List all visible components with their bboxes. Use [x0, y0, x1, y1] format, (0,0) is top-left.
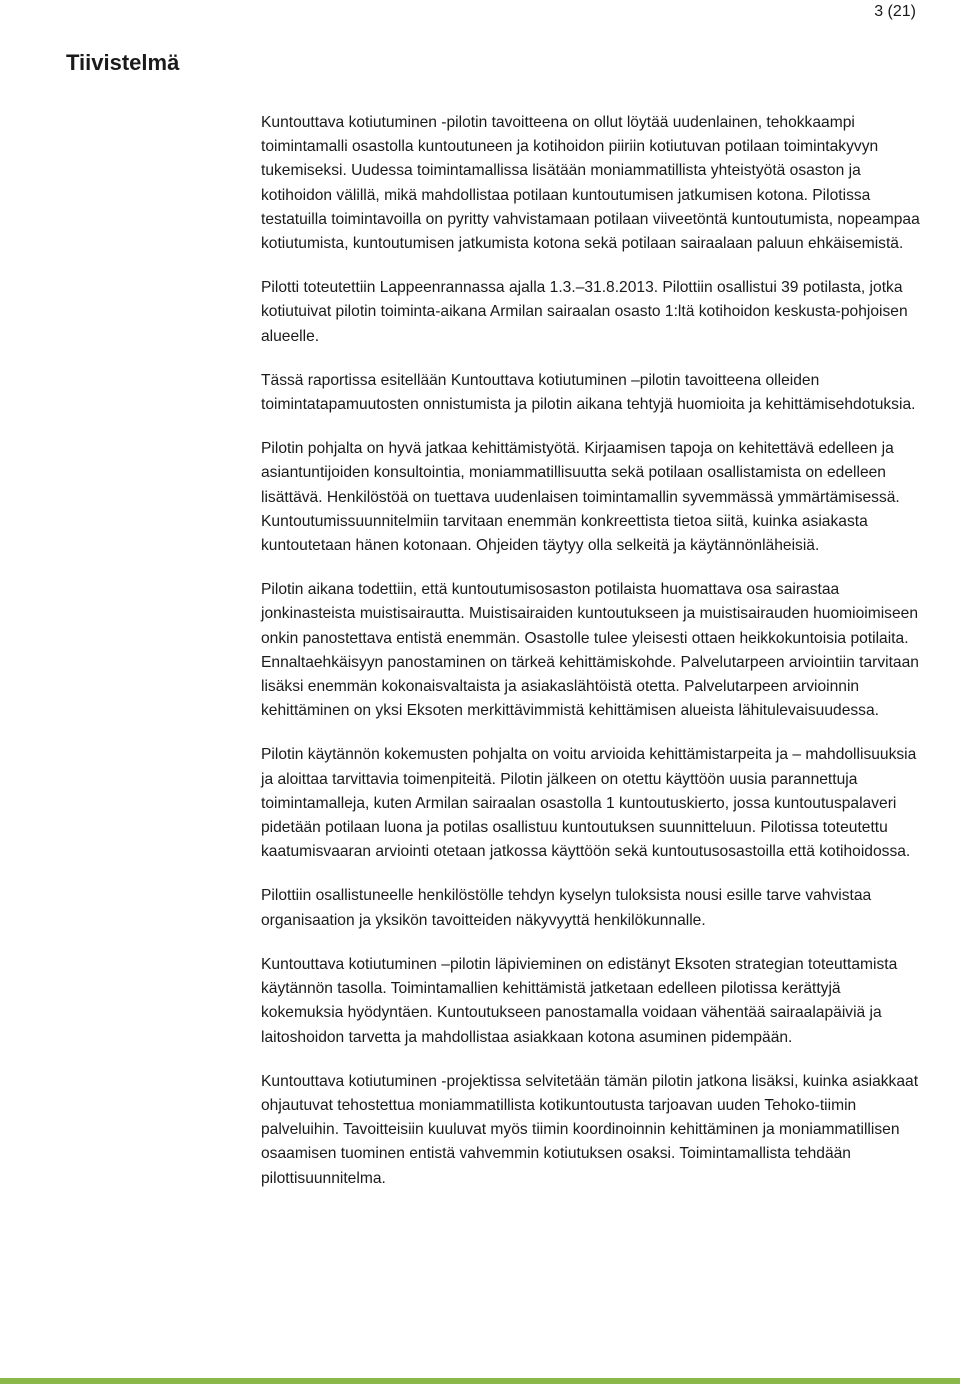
footer-rule	[0, 1378, 960, 1384]
paragraph-8: Kuntouttava kotiutuminen –pilotin läpivieminen on edistänyt Eksoten strategian toteuttamista käytännön tasolla. Toimintamallien kehittämistä jatketaan edelleen pilotissa kerättyjä kokemuksia hyödyntäen. Kuntoutukseen panostamalla voidaan vähentää sairaalapäiviä ja laitoshoidon tarvetta ja mahdollistaa asiakkaan kotona asuminen pidempään.	[261, 955, 898, 1046]
page-number: 3 (21)	[874, 3, 916, 20]
paragraph-7: Pilottiin osallistuneelle henkilöstölle tehdyn kyselyn tuloksista nousi esille tarve vahvistaa organisaation ja yksikön tavoitteiden näkyvyyttä henkilökunnalle.	[261, 887, 872, 929]
page-title: Tiivistelmä	[66, 50, 180, 75]
paragraph-4: Pilotin pohjalta on hyvä jatkaa kehittämistyötä. Kirjaamisen tapoja on kehitettävä edelleen ja asiantuntijoiden konsultointia, moniammatillisuutta sekä potilaan osallistamista on edelleen lisättävä. Henkilöstöä on tuettava uudenlaisen toimintamallin syvemmässä ymmärtämisessä. Kuntoutumissuunnitelmiin tarvitaan enemmän konkreettista tietoa siitä, kuinka asiakasta kuntoutetaan hänen kotonaan. Ohjeiden täytyy olla selkeitä ja käytännönläheisiä.	[261, 440, 900, 555]
paragraph-9: Kuntouttava kotiutuminen -projektissa selvitetään tämän pilotin jatkona lisäksi, kuinka asiakkaat ohjautuvat tehostettua moniammatillista kotikuntoutusta tarjoavan uuden Tehoko-tiimin palveluihin. Tavoitteisiin kuuluvat myös tiimin koordinoinnin kehittäminen ja moniammatillisen osaamisen tuominen entistä vahvemmin kotiutuksen osaksi. Toimintamallista tehdään pilottisuunnitelma.	[261, 1072, 919, 1187]
paragraph-5: Pilotin aikana todettiin, että kuntoutumisosaston potilaista huomattava osa sairastaa jonkinasteista muistisairautta. Muistisairaiden kuntoutukseen ja muistisairauden huomioimiseen onkin panostettava entistä enemmän. Osastolle tulee yleisesti ottaen heikkokuntoisia potilaita. Ennaltaehkäisyyn panostaminen on tärkeä kehittämiskohde. Palvelutarpeen arviointiin tarvitaan lisäksi enemmän kokonaisvaltaista ja asiakaslähtöistä otetta. Palvelutarpeen arvioinnin kehittäminen on yksi Eksoten merkittävimmistä kehittämisen alueista lähitulevaisuudessa.	[261, 581, 919, 720]
abstract-body	[261, 111, 921, 1211]
paragraph-6: Pilotin käytännön kokemusten pohjalta on voitu arvioida kehittämistarpeita ja – mahdollisuuksia ja aloittaa tarvittavia toimenpiteitä. Pilotin jälkeen on otettu käyttöön uusia parannettuja toimintamalleja, kuten Armilan sairaalan osastolla 1 kuntoutuskierto, jossa kuntoutuspalaveri pidetään potilaan luona ja potilas osallistuu kuntoutuksen suunnitteluun. Pilotissa toteutettu kaatumisvaaran arviointi otetaan jatkossa käyttöön sekä kuntoutusosastoilla että kotihoidossa.	[261, 746, 917, 861]
paragraph-1: Kuntouttava kotiutuminen -pilotin tavoitteena on ollut löytää uudenlainen, tehokkaampi toimintamalli osastolla kuntoutuneen ja kotihoidon piiriin kotiutuvan potilaan toimintakyvyn tukemiseksi. Uudessa toimintamallissa lisätään moniammatillista yhteistyötä osaston ja kotihoidon välillä, mikä mahdollistaa potilaan kuntoutumisen jatkumisen kotona. Pilotissa testatuilla toimintavoilla on pyritty vahvistamaan potilaan viiveetöntä kuntoutumista, nopeampaa kotiutumista, kuntoutumisen jatkumista kotona sekä potilaan sairaalaan paluun ehkäisemistä.	[261, 114, 920, 253]
paragraph-2: Pilotti toteutettiin Lappeenrannassa ajalla 1.3.–31.8.2013. Pilottiin osallistui 39 potilasta, jotka kotiutuivat pilotin toiminta-aikana Armilan sairaalan osasto 1:ltä kotihoidon keskusta-pohjoisen alueelle.	[261, 279, 908, 345]
paragraph-3: Tässä raportissa esitellään Kuntouttava kotiutuminen –pilotin tavoitteena olleiden toimintatapamuutosten onnistumista ja pilotin aikana tehtyjä huomioita ja kehittämisehdotuksia.	[261, 371, 916, 414]
